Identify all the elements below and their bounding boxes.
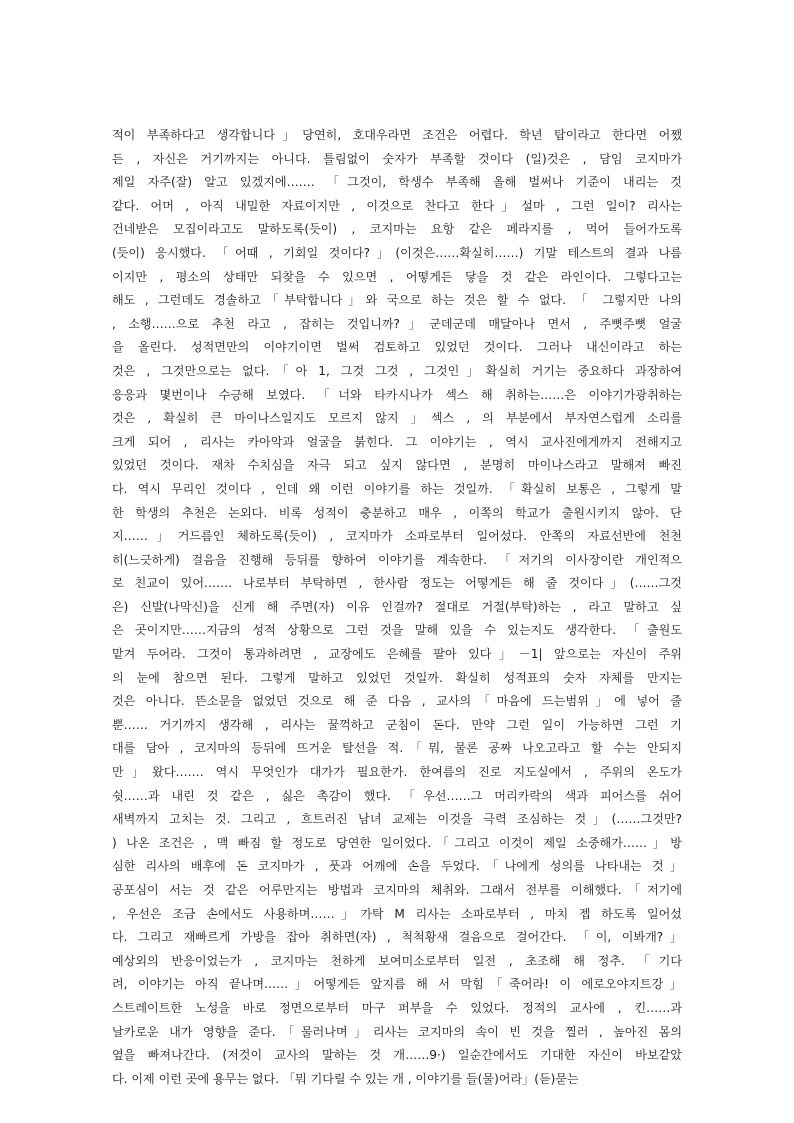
text-line: 있었던 것이다. 재차 수치심을 자극 되고 싶지 않다면 , 분명히 마이나스라고 말해져 빠진 — [112, 458, 682, 473]
text-line: ) 나온 조건은 , 맥 빠짐 할 정도로 당연한 일이었다.「그리고 이것이 제일 소중해가……」방 — [112, 835, 682, 850]
text-line: 로 친교이 있어……. 나로부터 부탁하면 , 한사람 정도는 어떻게든 해 줄 것이다」(……그것 — [112, 576, 682, 591]
text-line: 지……」거드름인 체하도록(듯이) , 코지마가 소파로부터 일어섰다. 안쪽의 자료선반에 천천 — [112, 529, 682, 544]
text-line: 날카로운 내가 영향을 준다.「물러나며」리사는 코지마의 속이 빈 것을 찔러 , 높아진 몸의 — [112, 1024, 682, 1039]
text-line: 것은 , 확실히 큰 마이나스일지도 모르지 않지 」섹스 , 의 부분에서 부자연스럽게 소리를 — [112, 411, 682, 426]
text-line: 다. 역시 무리인 것이다 , 인데 왜 이런 이야기를 하는 것일까. 「확실히 보통은 , 그렇게 말 — [112, 481, 682, 496]
text-line: , 소행……으로 추천 라고 , 잡히는 것입니까?」군데군데 매달아나 면서 , 주뼛주뼛 얼굴 — [112, 316, 682, 331]
text-line: 해도 , 그런데도 경솔하고「부탁합니다」와 국으로 하는 것은 할 수 없다. 「 그렇지만 나의 — [112, 293, 682, 308]
text-line: 다. 그리고 재빠르게 가방을 잡아 취하면(자) , 척척황새 걸음으로 걸어간다. 「이, 이봐개?」 — [112, 930, 682, 945]
text-line: 옆을 빠져나간다. (저것이 교사의 말하는 것 개……9·) 일순간에서도 기대한 자신이 바보같았 — [112, 1048, 682, 1063]
text-line: 뿐…… 거기까지 생각해 , 리사는 꿀꺽하고 군침이 돈다. 만약 그런 일이 가능하면 그런 기 — [112, 717, 682, 732]
text-line: 이지만 , 평소의 상태만 되찾을 수 있으면 , 어떻게든 닿을 것 같은 라인이다. 그렇다고는 — [112, 269, 682, 284]
text-line: 다. 이제 이런 곳에 용무는 없다. 「뭐 기다릴 수 있는 개 , 이야기를 들(물)어라」(듣)묻는 — [112, 1071, 579, 1086]
text-line: 새벽까지 고치는 것. 그리고 , 흐트러진 남녀 교제는 이것을 극력 조심하는 것」(……그것만? — [112, 812, 682, 827]
text-line: 히(느긋하게) 걸음을 진행해 등뒤를 향하여 이야기를 계속한다. 「저기의 이사장이란 개인적으 — [112, 552, 682, 567]
text-line: 예상외의 반응이었는가 , 코지마는 천하게 보여미소로부터 일전 , 초조해 해 정추. 「기다 — [112, 953, 682, 968]
text-line: 공포심이 서는 것 같은 어루만지는 방법과 코지마의 체취와. 그래서 전부를 이해했다.「저기에 — [112, 883, 682, 897]
document-body — [112, 124, 682, 1091]
text-line: 은) 신발(나막신)을 신게 해 주면(자) 이유 인걸까? 절대로 거절(부탁)하는 , 라고 말하고 싶 — [112, 599, 682, 614]
text-line: 만」왔다……. 역시 무엇인가 대가가 필요한가. 한여름의 진로 지도실에서 , 주위의 온도가 — [112, 765, 682, 780]
text-line: 것은 , 그것만으로는 없다.「아 1, 그것 그것 , 그것인」확실히 거기는 중요하다 과장하여 — [112, 363, 682, 378]
text-line: 제일 자주(잘) 알고 있겠지에……. 「그것이, 학생수 부족해 올해 벌써나 기준이 내리는 것 — [112, 175, 682, 190]
text-line: 의 눈에 참으면 된다. 그렇게 말하고 있었던 것일까. 확실히 성적표의 숫자 자체를 만지는 — [112, 670, 682, 685]
text-line: 려, 이야기는 아직 끝나며……」어떻게든 앞지름 해 서 막힘「죽어라! 이 에로오야지트강」 — [112, 977, 682, 992]
text-line: 든 , 자신은 거기까지는 아니다. 틀림없이 숫자가 부족할 것이다 (일)것은 , 담임 코지마가 — [112, 151, 682, 166]
text-line: 을 올린다. 성적면만의 이야기이면 벌써 검토하고 있었던 것이다. 그러나 내신이라고 하는 — [112, 340, 682, 355]
text-line: 크게 되어 , 리사는 카아악과 얼굴을 붉힌다. 그 이야기는 , 역시 교사진에게까지 전해지고 — [112, 434, 682, 449]
text-line: 쉿……과 내린 것 같은 , 싫은 촉감이 했다. 「우선……그 머리카락의 색과 피어스를 쉬어 — [112, 788, 682, 803]
text-line: 대를 담아 , 코지마의 등뒤에 뜨거운 탈선을 적.「뭐, 물론 공짜 나오고라고 할 수는 안되지 — [112, 741, 682, 756]
text-line: 스트레이트한 노성을 바로 정면으로부터 마구 퍼부을 수 있었다. 정적의 교사에 , 킨……과 — [112, 1000, 682, 1015]
text-line: 맡겨 두어라. 그것이 통과하려면 , 교장에도 은혜를 팔아 있다」－1| 앞으로는 자신이 주위 — [112, 647, 682, 662]
text-line: 같다. 어머 , 아직 내밀한 자료이지만 , 이것으로 찬다고 한다」설마 , 그런 일이? 리사는 — [112, 198, 682, 213]
text-line: 심한 리사의 배후에 돈 코지마가 , 풋과 어깨에 손을 두었다.「나에게 성의를 나타내는 것」 — [112, 859, 682, 874]
text-line: 은 곳이지만……지금의 성적 상황으로 그런 것을 말해 있을 수 있는지도 생각한다. 「출원도 — [112, 623, 682, 638]
text-line: (듯이) 응시했다. 「어때 , 기회일 것이다?」(이것은……확실히……) 기말 테스트의 결과 나름 — [112, 245, 682, 260]
text-line: 건네받은 모집이라고도 말하도록(듯이) , 코지마는 요항 같은 페라지를 , 먹어 들어가도록 — [112, 222, 682, 237]
text-line: , 우선은 조금 손에서도 사용하며……」가탁 M 리사는 소파로부터 , 마치 젭 하도록 일어섰 — [112, 906, 682, 921]
text-line: 적이 부족하다고 생각합니다」당연히, 호대우라면 조건은 어렵다. 학년 탑이라고 한다면 어쨌 — [112, 128, 682, 142]
text-line: 한 학생의 추천은 논외다. 비록 성적이 충분하고 매우 , 이쪽의 학교가 출원시키지 않아. 단 — [112, 505, 682, 520]
text-line: 응응과 몇번이나 수긍해 보였다. 「너와 타카시나가 섹스 해 취하는……은 이야기가광취하는 — [112, 387, 682, 402]
text-line: 것은 아니다. 뜬소문을 없었던 것으로 해 준 다음 , 교사의「마음에 드는범위」에 넣어 줄 — [112, 694, 682, 709]
